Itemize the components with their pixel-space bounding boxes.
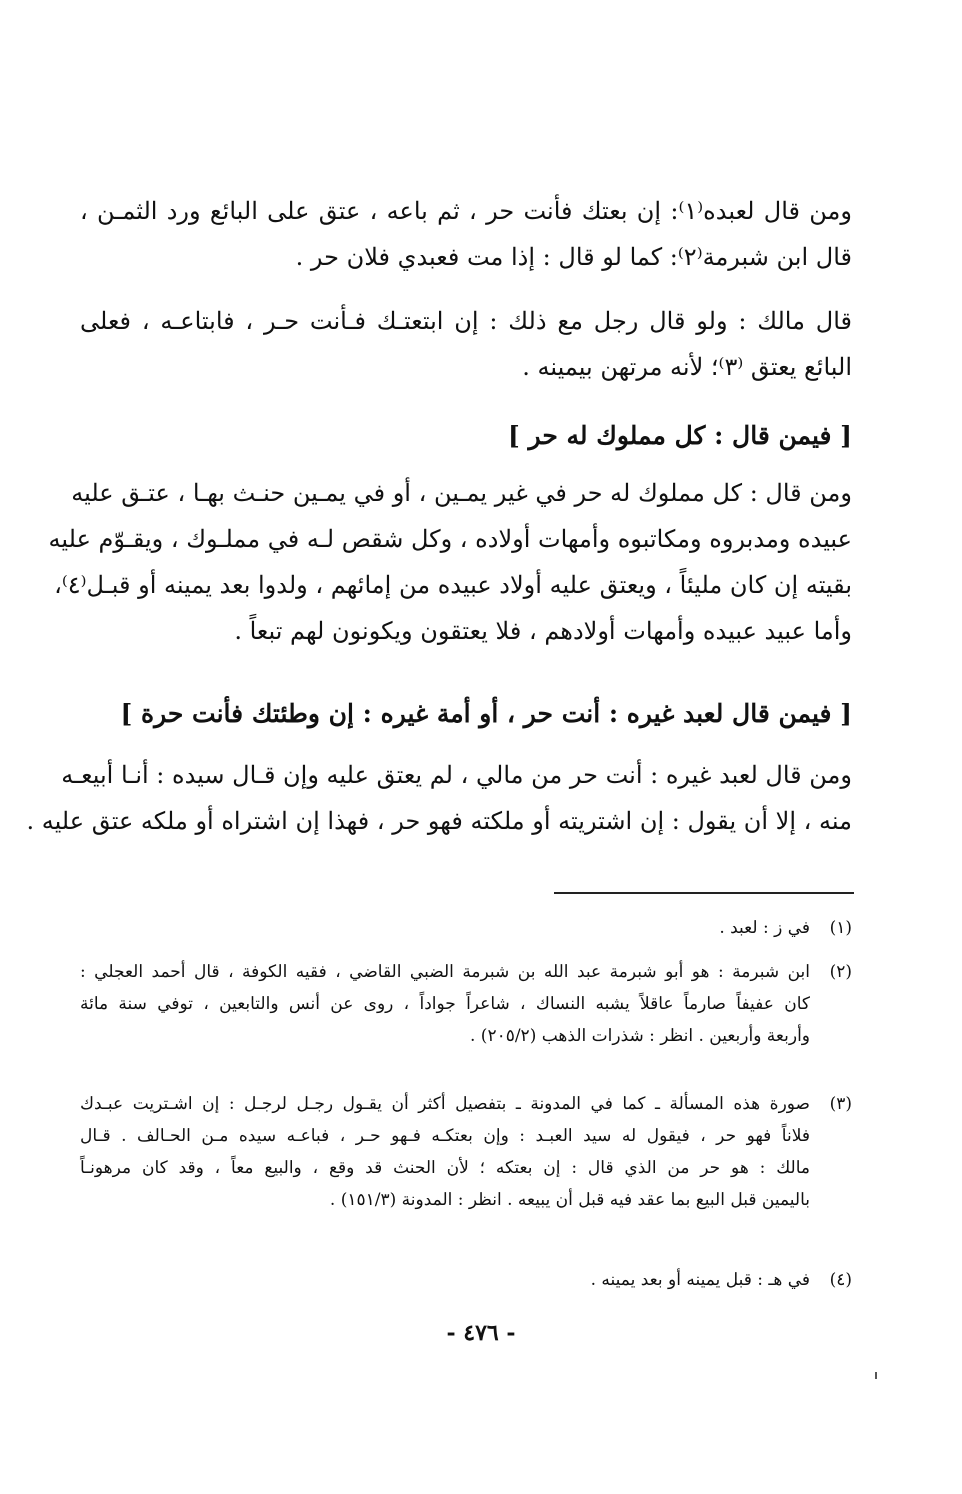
footnote-line: ابن شبرمة : هو أبو شبرمة عبد الله بن شبرمة الضبي القاضي ، فقيه الكوفة ، قال أحمد العجلي : bbox=[80, 962, 810, 982]
footnote-number: (٣) bbox=[829, 1094, 852, 1114]
footnote-line: صورة هذه المسألة ـ كما في المدونة ـ بتفصيل أكثر أن يقـول رجـل لرجـل : إن اشـتريت عبـدك bbox=[80, 1094, 810, 1114]
paragraph-2 bbox=[80, 298, 852, 390]
footnote-number: (٢) bbox=[829, 962, 852, 982]
scan-mark bbox=[875, 1372, 877, 1379]
text-line: قال ابن شبرمة⁽٢⁾: كما لو قال : إذا مت فعبدي فلان حر . bbox=[295, 243, 852, 271]
paragraph-3 bbox=[48, 470, 852, 654]
paragraph-1 bbox=[80, 188, 852, 280]
footnote-separator bbox=[554, 892, 854, 894]
text-line: قال مالك : ولو قال رجل مع ذلك : إن ابتعتـك فـأنت حـر ، فابتاعـه ، فعلى bbox=[80, 307, 852, 335]
section-heading-1: [ فيمن قال : كل مملوك له حر ] bbox=[508, 421, 852, 450]
footnote-number: (١) bbox=[829, 918, 852, 938]
footnote-line: باليمين قبل البيع بما عقد فيه قبل أن يبيعه . انظر : المدونة (١٥١/٣) . bbox=[329, 1190, 810, 1210]
section-heading-2: [ فيمن قال لعبد غيره : أنت حر ، أو أمة غيره : إن وطئتك فأنت حرة ] bbox=[120, 699, 852, 728]
footnote-1 bbox=[80, 912, 852, 944]
footnote-2 bbox=[80, 956, 852, 1052]
footnote-4 bbox=[80, 1264, 852, 1296]
footnote-line: مالك : هو حر من الذي قال : إن بعتكه ؛ لأن الحنث قد وقع ، والبيع معاً ، وقد كان مرهونـاً bbox=[80, 1158, 810, 1178]
footnote-number: (٤) bbox=[829, 1270, 852, 1290]
text-line: البائع يعتق ⁽٣⁾؛ لأنه مرتهن بيمينه . bbox=[522, 353, 852, 381]
footnote-3 bbox=[80, 1088, 852, 1216]
footnote-line: كان عفيفاً صارماً عاقلاً يشبه النساك ، شاعراً جواداً ، روى عن أنس والتابعين ، توفي سنة مائة bbox=[80, 994, 810, 1014]
text-line: بقيته إن كان مليئاً ، ويعتق عليه أولاد عبيده من إمائهم ، ولدوا بعد يمينه أو قبـل⁽٤⁾، bbox=[54, 571, 852, 599]
page-number: - ٤٧٦ - bbox=[446, 1320, 516, 1346]
footnote-line: في هـ : قبل يمينه أو بعد يمينه . bbox=[590, 1270, 810, 1290]
footnote-line: في ز : لعبد . bbox=[719, 918, 810, 938]
paragraph-4 bbox=[26, 752, 852, 844]
text-line: ومن قال لعبده⁽١⁾: إن بعتك فأنت حر ، ثم باعه ، عتق على البائع ورد الثمـن ، bbox=[80, 197, 852, 225]
text-line: وأما عبيد عبيده وأمهات أولادهم ، فلا يعتقون ويكونون لهم تبعاً . bbox=[234, 617, 852, 645]
footnote-line: فلاناً فهو حر ، فيقول له سيد العبـد : وإن بعتكـه فـهو حـر ، فباعـه سيده مـن الحـالف . قـال bbox=[80, 1126, 810, 1146]
footnote-line: وأربعة وأربعين . انظر : شذرات الذهب (٢٠٥/٢) . bbox=[469, 1026, 810, 1046]
text-line: عبيده ومدبروه ومكاتبوه وأمهات أولاده ، وكل شقص لـه في مملـوك ، ويقـوّم عليه bbox=[48, 525, 852, 553]
text-line: ومن قال : كل مملوك له حر في غير يمـين ، أو في يمـين حنـث بهـا ، عتـق عليه bbox=[71, 479, 852, 507]
text-line: ومن قال لعبد غيره : أنت حر من مالي ، لم يعتق عليه وإن قـال سيده : أنـا أبيعـه bbox=[61, 761, 852, 789]
text-line: منه ، إلا أن يقول : إن اشتريته أو ملكته فهو حر ، فهذا إن اشتراه أو ملكه عتق عليه . bbox=[26, 807, 852, 835]
